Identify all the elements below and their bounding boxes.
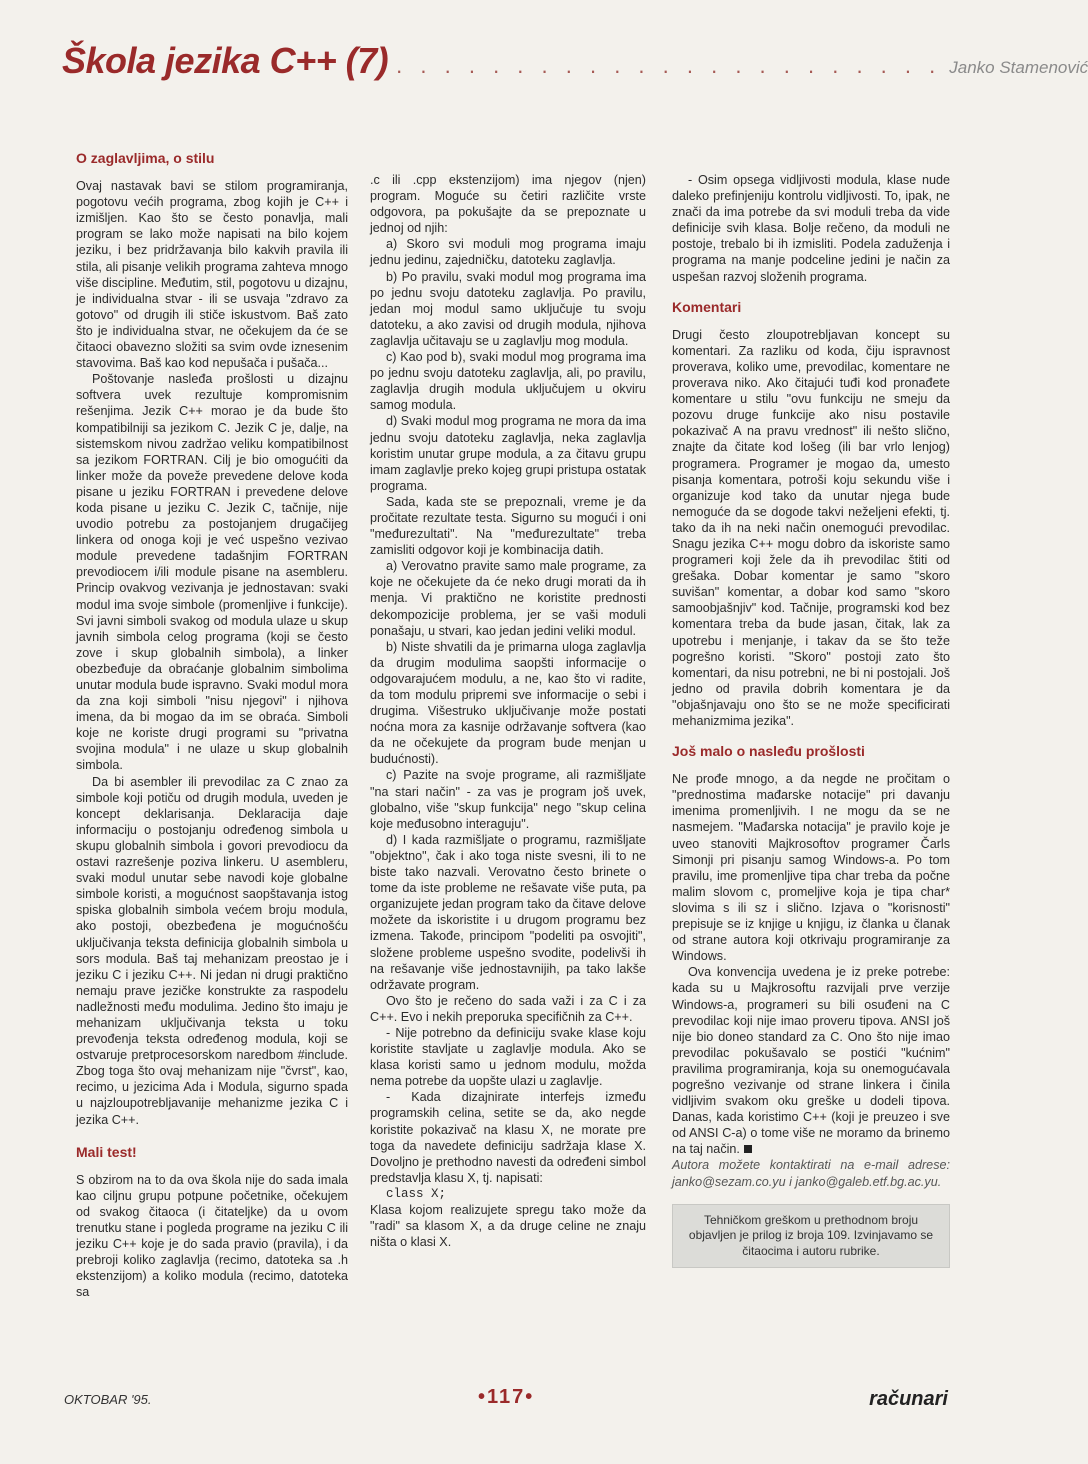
column-1 xyxy=(76,150,348,1300)
paragraph: - Osim opsega vidljivosti modula, klase nude daleko prefinjeniju kontrolu vidljivosti. To, ipak, ne znači da ima potrebe da svi moduli treba da vide definicije svih klasa. Bolje rečeno, da moduli ne postoje, trebalo bi ih izmisliti. Podela zaduženja i programa na manje podceline jedini je način za uspešan razvoj složenih programa. xyxy=(672,173,950,284)
paragraph: c) Pazite na svoje programe, ali razmišljate "na stari način" - za vas je program još uvek, globalno, više "skup funkcija" nego "skup celina koje međusobno interaguju". xyxy=(370,768,646,831)
author-name: Janko Stamenović xyxy=(949,58,1088,77)
issue-date: OKTOBAR '95. xyxy=(64,1392,152,1407)
paragraph: Drugi često zloupotrebljavan koncept su komentari. Za razliku od koda, čiju ispravnost proverava, koliko ume, prevodilac, komentare ne proverava niko. Ako čitajući tuđi kod pronađete komentare u stilu "ovu funkciju ne smeju da pozovu druge funkcije ako nisu postavile pokazivač A na pravu vrednost" ili nešto slično, znajte da čitate kod lošeg (ili bar vrlo lenjog) programera. Programer je mogao da, umesto pisanja komentara, potroši koju sekundu više i organizuje kod tako da unutar njega bude nemoguće da se dogode takvi neželjeni efekti, tj. tako da ih na neki način onemogući prevodilac. Snagu jezika C++ mogu dobro da iskoriste samo programeri koji žele da ih prevodilac štiti od grešaka. Dobar komentar je samo "skoro suvišan" komentar, a dobar kod samo "skoro samoobjašnjiv" kod. Tačnije, programski kod bez komentara treba da bude jasan, čitak, lak za upotrebu i menjanje, i takav da se što teže pogrešno koristi. "Skoro" postoji zato što komentari, da nisu potrebni, ne bi ni postojali. Još jedno od pravila dobrih komentara je da "objašnjavaju ono što se ne može specificirati mehanizmima jezika". xyxy=(672,327,950,728)
paragraph: d) Svaki modul mog programa ne mora da ima jednu svoju datoteku zaglavlja, neka zaglavlja koristim unutar grupe modula, a za čitavu grupu imam zaglavlje preko kojeg grupi pristupa ostatak programa. xyxy=(370,414,646,493)
paragraph: Da bi asembler ili prevodilac za C znao za simbole koji potiču od drugih modula, uveden je koncept deklarisanja. Deklaracija daje informaciju o postojanju određenog simbola u skupu globalnih simbola i govori prevodiocu da ostavi razrešenje poziva linkeru. U asembleru, svaki modul unutar sebe navodi koje globalne simbole koristi, a mogućnost saopštavanja istog spiska globalnih simbola većem broju modula, ako postoji, obezbeđena je mogućnošću uključivanja teksta definicija globalnih simbola u sors modula. Baš taj mehanizam preostao je i jeziku C i jeziku C++. Ni jedan ni drugi praktično nemaju prave jezičke konstrukte za raspodelu nadležnosti među modulima. Jedino što imaju je mehanizam uključivanja teksta u toku prevođenja teksta određenog modula, koji se ostvaruje pretprocesorskom naredbom #include. Zbog toga što ovaj mehanizam nije "čvrst", kao, recimo, u jezicima Ada i Modula, sigurno spada u najzloupotrebljavanije mehanizme jezika C i jezika C++. xyxy=(76,774,348,1127)
section-heading-comments: Komentari xyxy=(672,298,742,315)
paragraph: Ovo što je rečeno do sada važi i za C i za C++. Evo i nekih preporuka specifičnih za C++. xyxy=(370,993,646,1024)
magazine-name: računari xyxy=(869,1388,948,1410)
paragraph: Klasa kojom realizujete spregu tako može da "radi" sa klasom X, a da druge celine ne znaju ništa o klasi X. xyxy=(370,1203,646,1250)
header-dots: . . . . . . . . . . . . . . . . . . . . . . . xyxy=(396,53,942,78)
paragraph: Sada, kada ste se prepoznali, vreme je da pročitate rezultate testa. Sigurno su mogući i oni "međurezultati". Na "međurezultate" treba zamisliti odgovor koji je kombinacija datih. xyxy=(370,494,646,558)
paragraph: Ovaj nastavak bavi se stilom programiranja, pogotovu većih programa, zbog kojih je C++ i izmišljen. Kao što se često ponavlja, mali program se lako može napisati na bilo kojem jeziku, i bez pridržavanja bilo kakvih pravila ili stila, ali pisanje velikih programa zahteva mnogo više discipline. Međutim, stil, pogotovu u dizajnu, je individualna stvar - ili se usvaja "zdravo za gotovo" od drugih ili stiče iskustvom. Baš zato što je individualna stvar, ne očekujem da će se čitaoci obavezno složiti sa svim ovde iznesenim stavovima. Baš kao kod nepušača i pušača... xyxy=(76,179,348,371)
page-number: •117• xyxy=(478,1386,535,1408)
author-contact: Autora možete kontaktirati na e-mail adrese: janko@sezam.co.yu i janko@galeb.etf.bg.ac.yu. xyxy=(672,1158,950,1189)
paragraph: a) Skoro svi moduli mog programa imaju jednu jedinu, zajedničku, datoteku zaglavlja. xyxy=(370,237,646,268)
column-3 xyxy=(672,172,950,1268)
paragraph: .c ili .cpp ekstenzijom) ima njegov (njen) program. Moguće su četiri različite vrste odgovora, pa pokušajte da se prepoznate u jednoj od njih: xyxy=(370,173,646,236)
paragraph: d) I kada razmišljate o programu, razmišljate "objektno", čak i ako toga niste svesni, ili to ne biste tako nazvali. Verovatno često brinete o tome da iste probleme ne rešavate više puta, pa organizujete jedan program tako da čitave delove možete da iskoristite i u drugom programu bez izmena. Takođe, principom "podeliti pa osvojiti", složene probleme uspešno svodite, podelivši ih na rešavanje više jednostavnijih, pa tako lakše održavate program. xyxy=(370,832,646,992)
paragraph: Poštovanje nasleđa prošlosti u dizajnu softvera uvek rezultuje kompromisnim rešenjima. Jezik C++ morao je da bude što kompatibilniji sa jezikom C. Jezik C je, dalje, na sistemskom nivou zadržao veliku kompatibilnost sa jezikom FORTRAN. Cilj je bio omogućiti da linker može da poveže prevedene delove koda pisane u jeziku FORTRAN i prevedene delove koda pisane u jeziku C. Jezik C, tačnije, nije uvodio potrebu za postojanjem drugačijeg linkera od onoga koji je već uspešno vezivao module prevedene tadašnjim FORTRAN prevodiocem i/ili module pisane na asembleru. Princip ovakvog vezivanja je jednostavan: svaki modul ima svoje simbole (promenljive i funkcije). Svi javni simboli svakog od modula ulaze u skup javnih simbola celog programa (koji se često zove i skup globalnih simbola), a linker obezbeđuje da obraćanje globalnim simbolima unutar modula bude ispravno. Svaki modul mora da zna koji simboli "nisu njegovi" i njihova imena, da bi mogao da im se obraća. Simboli koje ne koriste drugi programi su "privatna svojina modula" i ne ulaze u skup globalnih simbola. xyxy=(76,372,348,773)
paragraph: a) Verovatno pravite samo male programe, za koje ne očekujete da će neko drugi morati da ih menja. Vi praktično ne koristite prednosti dekompozicije problema, jer se vaši moduli ponašaju, u stvari, kao jedan jedini veliki modul. xyxy=(370,559,646,638)
article-title: Škola jezika C++ (7) xyxy=(62,40,389,81)
paragraph: b) Niste shvatili da je primarna uloga zaglavlja da drugim modulima saopšti informacije o odgovarajućem modulu, a ne, kao što vi radite, da tom modulu pripremi sve informacije o sebi i drugima. Višestruko uključivanje može postati noćna mora za kasnije održavanje softvera (kao da ne očekujete da program bude menjan u budućnosti). xyxy=(370,639,646,767)
section-heading-style: O zaglavljima, o stilu xyxy=(76,150,215,166)
paragraph: - Kada dizajnirate interfejs između programskih celina, setite se da, ako negde koristite pokazivač na klasu X, ne morate pre toga da navedete definiciju sadržaja klase X. Dovoljno je prethodno navesti da određeni simbol predstavlja klasu X, tj. napisati: xyxy=(370,1090,646,1185)
paragraph: S obzirom na to da ova škola nije do sada imala kao ciljnu grupu potpune početnike, očekujem od svakog čitaoca (i čitateljke) da u ovom trenutku stane i pogleda programe na jeziku C ili jeziku C++ koje je do sada pravio (pravila), i da prebroji koliko zaglavlja (recimo, datoteka sa .h ekstenzijom) a koliko modula (recimo, datoteka sa xyxy=(76,1172,348,1300)
section-heading-past: Još malo o nasleđu prošlosti xyxy=(672,743,865,760)
paragraph xyxy=(672,964,950,1157)
end-of-article-mark xyxy=(744,1145,752,1153)
code-snippet: class X; xyxy=(386,1186,447,1201)
paragraph: b) Po pravilu, svaki modul mog programa ima po jednu svoju datoteku zaglavlja. Po pravilu, jedan moj modul samo uključuje tu svoju datoteku, a ako zavisi od drugih modula, njihova zaglavlja učitavaju se u zaglavlju mog modula. xyxy=(370,269,646,348)
erratum-notice: Tehničkom greškom u prethodnom broju objavljen je prilog iz broja 109. Izvinjavamo se čitaocima i autoru rubrike. xyxy=(672,1204,950,1269)
paragraph: c) Kao pod b), svaki modul mog programa ima po jednu svoju datoteku zaglavlja, ali, po pravilu, zaglavlja drugih modula uključujem u okviru samog modula. xyxy=(370,350,646,413)
article-header xyxy=(62,40,1088,90)
paragraph: - Nije potrebno da definiciju svake klase koju koristite stavljate u zaglavlje modula. Ako se klasa koristi samo u jednom modulu, možda nema potrebe da uopšte ulazi u zaglavlje. xyxy=(370,1025,646,1089)
paragraph: Ne prođe mnogo, a da negde ne pročitam o "prednostima mađarske notacije" pri davanju imenima promenljivih. I ne mogu da se ne nasmejem. "Mađarska notacija" je pravilo koje je uveo stanoviti Majkrosoftov programer Čarls Simonji pri pisanju samog Windows-a. Po tom pravilu, ime promenljive tipa char treba da počne malim slovom c, promeljive koja je tipa char* slovima s ili sz i slično. Izjava o "korisnosti" prepisuje se iz knjige u knjigu, iz članka u članak od strane autora koji otkrivaju programiranje za Windows. xyxy=(672,772,950,964)
paragraph-text: Ova konvencija uvedena je iz preke potrebe: kada su u Majkrosoftu razvijali prve verzije Windows-a, programeri su bili osuđeni na C prevodilac koji nije imao proveru tipova. ANSI još nije bio doneo standard za C. Ono što nije imao prevodilac pokušavalo se postići "kućnim" pravilima programiranja, koja su onemogućavala pogrešno vezivanje od strane linkera i činila vidljivim svakom oku greške u dodeli tipova. Danas, kada koristimo C++ (koji je preuzeo i sve od ANSI C-a) o tome više ne moramo da brinemo na taj način. xyxy=(672,965,950,1157)
section-heading-test: Mali test! xyxy=(76,1143,137,1160)
column-2 xyxy=(370,172,646,1250)
